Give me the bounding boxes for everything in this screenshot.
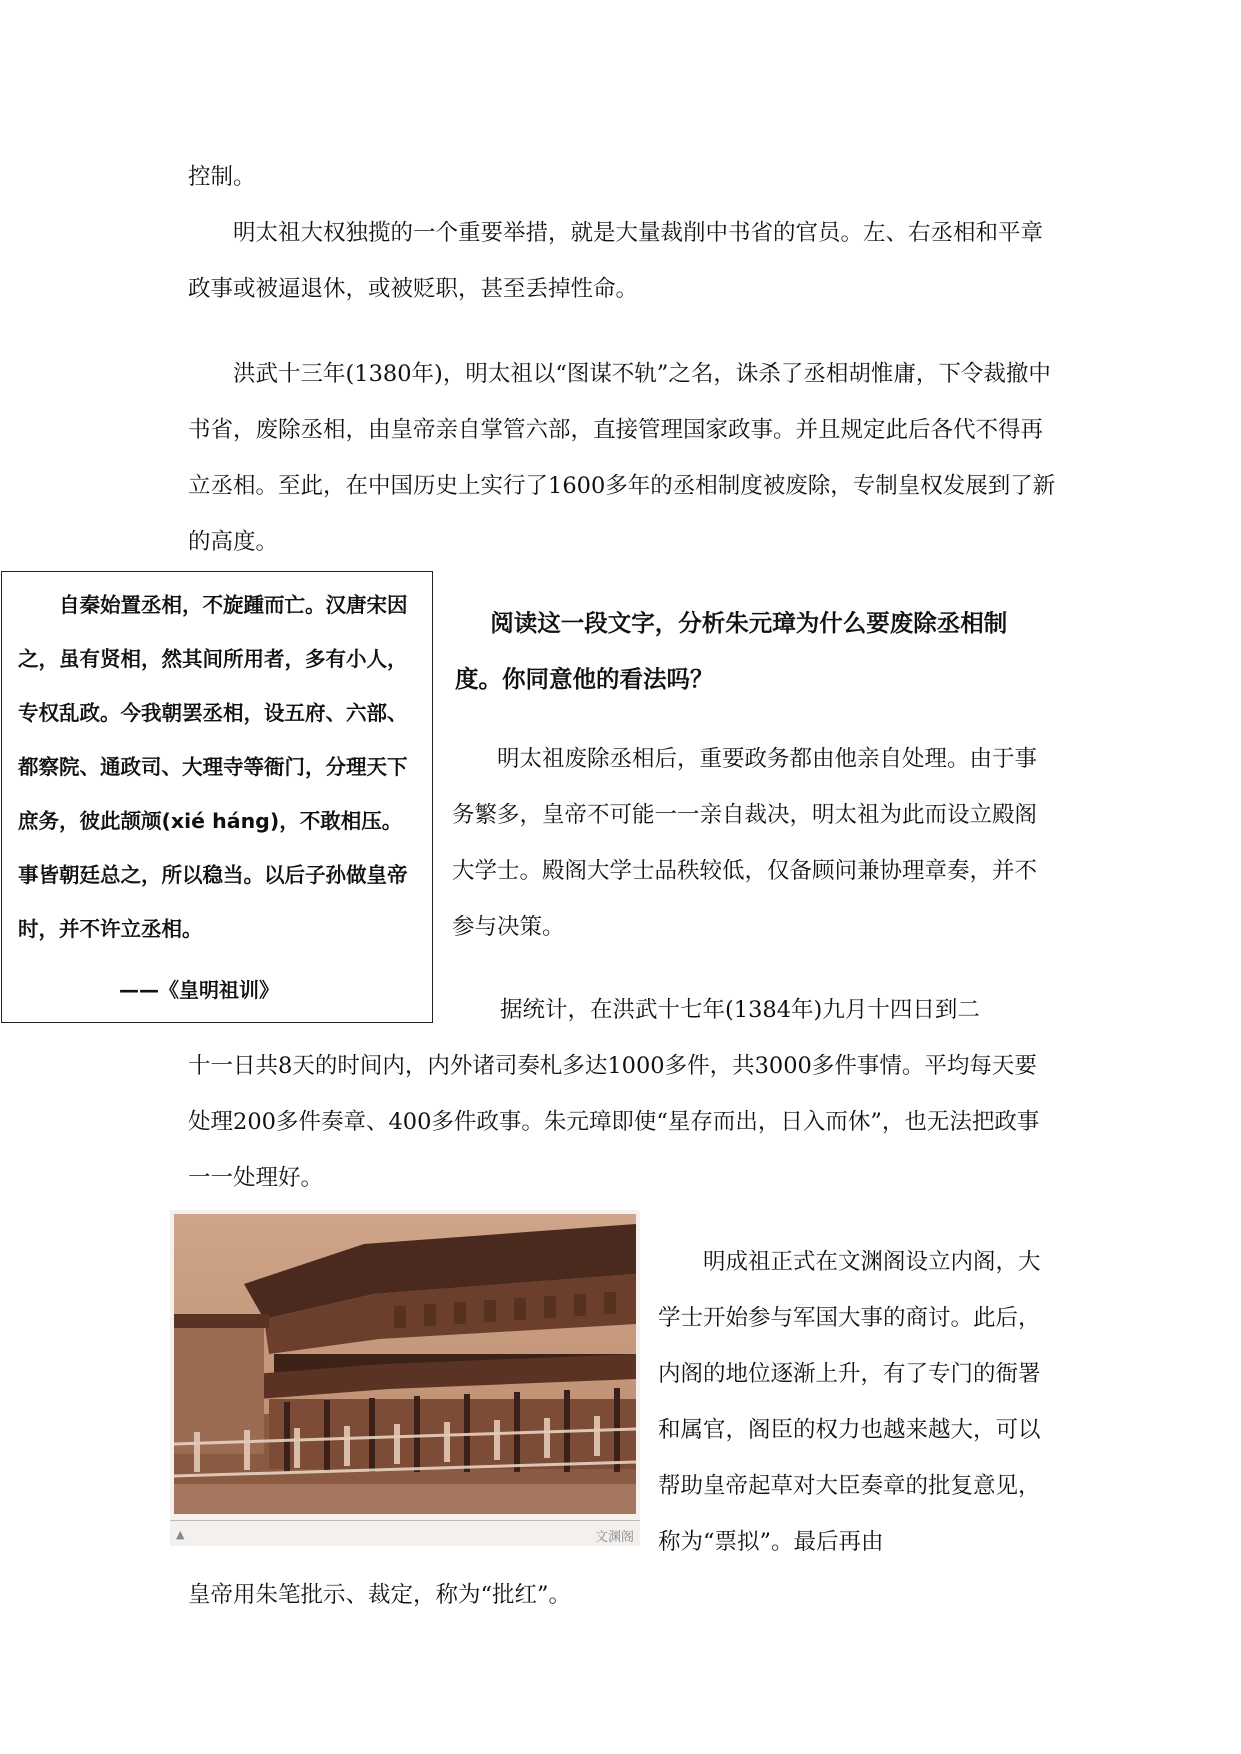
- text-p4-first-line: 据统计，在洪武十七年(1384年)九月十四日到二: [500, 997, 980, 1023]
- figure-caption-bar: [170, 1520, 640, 1547]
- text-p1: 明太祖大权独揽的一个重要举措，就是大量裁削中书省的官员。左、右丞相和平章政事或被逼退休，或被贬职，甚至丢掉性命。: [188, 220, 1044, 302]
- figure-caption: 文渊阁: [594, 1530, 634, 1545]
- text-p0: 控制。: [188, 164, 256, 190]
- text-p5-side: 明成祖正式在文渊阁设立内阁，大学士开始参与军国大事的商讨。此后，内阁的地位逐渐上升，有了专门的衙署和属官，阁臣的权力也越来越大，可以帮助皇帝起草对大臣奏章的批复意见，称为“票拟”。最后再由: [658, 1249, 1041, 1555]
- quote-box: [1, 571, 433, 1023]
- text-p2: 洪武十三年(1380年)，明太祖以“图谋不轨”之名，诛杀了丞相胡惟庸，下令裁撤中书省，废除丞相，由皇帝亲自掌管六部，直接管理国家政事。并且规定此后各代不得再立丞相。至此，在中国历史上实行了1600多年的丞相制度被废除，专制皇权发展到了新的高度。: [188, 361, 1056, 555]
- wenyuange-building-image: [174, 1214, 636, 1514]
- text-p5-tail: 皇帝用朱笔批示、裁定，称为“批红”。: [188, 1582, 572, 1608]
- quote-text: 自秦始置丞相，不旋踵而亡。汉唐宋因之，虽有贤相，然其间所用者，多有小人，专权乱政。今我朝罢丞相，设五府、六部、都察院、通政司、大理寺等衙门，分理天下庶务，彼此颉颃(xié háng)，不敢相压。事皆朝廷总之，所以稳当。以后子孙做皇帝时，并不许立丞相。: [18, 593, 408, 941]
- caption-triangle-icon: ▲: [176, 1528, 185, 1541]
- text-p3: 明太祖废除丞相后，重要政务都由他亲自处理。由于事务繁多，皇帝不可能一一亲自裁决，明太祖为此而设立殿阁大学士。殿阁大学士品秩较低，仅备顾问兼协理章奏，并不参与决策。: [452, 746, 1038, 940]
- discussion-question: 阅读这一段文字，分析朱元璋为什么要废除丞相制度。你同意他的看法吗？: [455, 609, 1008, 693]
- text-p4-rest: 十一日共8天的时间内，内外诸司奏札多达1000多件，共3000多件事情。平均每天要处理200多件奏章、400多件政事。朱元璋即使“星存而出，日入而休”，也无法把政事一一处理好。: [188, 1053, 1040, 1191]
- wenyuange-photo: [170, 1210, 640, 1546]
- quote-source: ——《皇明祖训》: [119, 978, 279, 1002]
